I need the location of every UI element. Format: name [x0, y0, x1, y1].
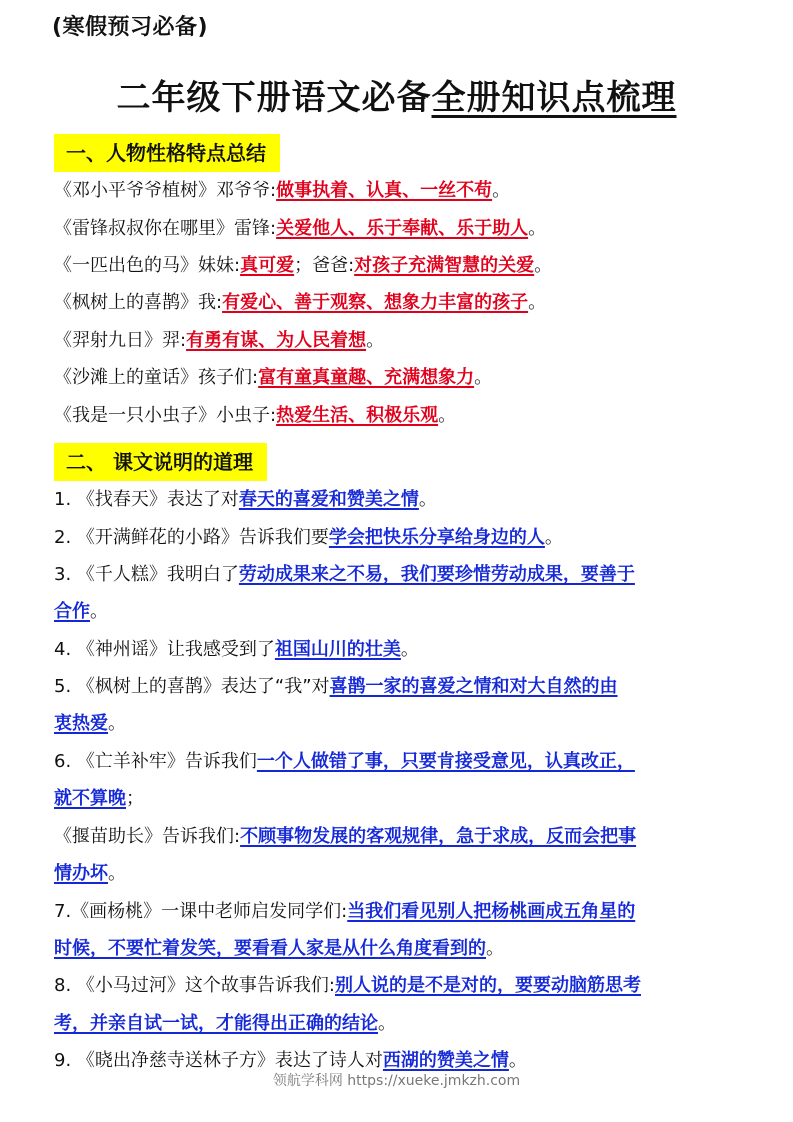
- trait-prefix: 《羿射九日》羿:: [54, 330, 187, 351]
- trait-item: [54, 218, 743, 240]
- page-title: [0, 70, 793, 119]
- lesson-item: [54, 489, 743, 511]
- trait-item: [54, 180, 743, 202]
- preview-tag: (寒假预习必备): [52, 15, 209, 40]
- lesson-item-continuation: [54, 788, 743, 810]
- section-heading-character-traits: 一、人物性格特点总结: [54, 134, 280, 172]
- lesson-answer: 劳动成果来之不易，我们要珍惜劳动成果，要善于: [238, 564, 635, 585]
- trait-answer: 关爱他人、乐于奉献、乐于助人: [276, 218, 529, 239]
- lesson-item: [54, 975, 743, 997]
- trait-prefix: 《一匹出色的马》妹妹:: [54, 255, 241, 276]
- lesson-suffix: 。: [378, 1013, 396, 1034]
- lesson-item-continuation: [54, 938, 743, 960]
- trait-answer: 有勇有谋、为人民着想: [186, 330, 367, 351]
- lesson-suffix: 。: [486, 938, 504, 959]
- lesson-item-continuation: [54, 601, 743, 623]
- trait-answer-second: 对孩子充满智慧的关爱: [354, 255, 535, 276]
- trait-item: [54, 255, 743, 277]
- lesson-answer-cont: 衷热爱: [54, 713, 108, 734]
- lesson-answer-cont: 就不算晚: [54, 788, 126, 809]
- trait-answer: 真可爱: [240, 255, 295, 276]
- lesson-answer: 春天的喜爱和赞美之情: [238, 489, 419, 510]
- lesson-answer: 别人说的是不是对的，要要动脑筋思考: [334, 975, 641, 996]
- lesson-suffix: 。: [400, 639, 419, 660]
- trait-item: [54, 405, 743, 427]
- trait-suffix: 。: [528, 292, 547, 313]
- lesson-suffix: 。: [90, 601, 108, 622]
- lesson-answer-cont: 时候，不要忙着发笑，要看看人家是从什么角度看到的: [54, 938, 486, 959]
- lesson-item: [54, 751, 743, 773]
- trait-item: [54, 330, 743, 352]
- trait-answer: 富有童真童趣、充满想象力: [258, 367, 475, 388]
- lesson-suffix: 。: [108, 863, 126, 884]
- trait-suffix: 。: [528, 218, 547, 239]
- trait-prefix: 《我是一只小虫子》小虫子:: [54, 405, 277, 426]
- trait-item: [54, 367, 743, 389]
- trait-answer: 热爱生活、积极乐观: [276, 405, 439, 426]
- lesson-item: [54, 826, 743, 848]
- lesson-answer: 喜鹊一家的喜爱之情和对大自然的由: [329, 676, 618, 697]
- lesson-item: [54, 676, 743, 698]
- lesson-answer: 西湖的赞美之情: [382, 1050, 509, 1071]
- lesson-answer: 一个人做错了事，只要肯接受意见，认真改正，: [256, 751, 635, 772]
- lesson-item: [54, 564, 743, 586]
- lesson-prefix: 6. 《亡羊补牢》告诉我们: [54, 751, 257, 772]
- lesson-prefix: 3. 《千人糕》我明白了: [54, 564, 239, 585]
- watermark-footer: 领航学科网 https://xueke.jmkzh.com: [272, 1073, 521, 1089]
- lesson-answer: 当我们看见别人把杨桃画成五角星的: [347, 901, 636, 922]
- lesson-answer: 学会把快乐分享给身边的人: [328, 527, 545, 548]
- trait-suffix: 。: [534, 255, 553, 276]
- lesson-prefix: 《揠苗助长》告诉我们:: [54, 826, 241, 847]
- lesson-suffix: 。: [418, 489, 437, 510]
- lesson-prefix: 5. 《枫树上的喜鹊》表达了“我”对: [54, 676, 330, 697]
- trait-suffix: 。: [366, 330, 385, 351]
- lesson-prefix: 2. 《开满鲜花的小路》告诉我们要: [54, 527, 329, 548]
- trait-mid: ；爸爸:: [294, 255, 355, 276]
- lesson-prefix: 8. 《小马过河》这个故事告诉我们:: [54, 975, 335, 996]
- section-heading-lessons: 二、 课文说明的道理: [54, 443, 267, 481]
- lesson-item: [54, 1050, 743, 1072]
- trait-suffix: 。: [474, 367, 493, 388]
- trait-prefix: 《枫树上的喜鹊》我:: [54, 292, 223, 313]
- lesson-suffix: 。: [544, 527, 563, 548]
- lesson-item: [54, 527, 743, 549]
- lesson-item-continuation: [54, 863, 743, 885]
- lesson-item: [54, 639, 743, 661]
- lesson-suffix: 。: [508, 1050, 527, 1071]
- title-plain: 二年级下册语文必备: [116, 78, 432, 118]
- lesson-suffix: ；: [126, 788, 144, 809]
- lesson-prefix: 4. 《神州谣》让我感受到了: [54, 639, 275, 660]
- lesson-prefix: 1. 《找春天》表达了对: [54, 489, 239, 510]
- trait-item: [54, 292, 743, 314]
- lesson-suffix: 。: [108, 713, 126, 734]
- lesson-answer-cont: 情办坏: [54, 863, 108, 884]
- trait-suffix: 。: [492, 180, 511, 201]
- lesson-answer-cont: 合作: [54, 601, 90, 622]
- lesson-answer-cont: 考，并亲自试一试，才能得出正确的结论: [54, 1013, 378, 1034]
- title-underlined: 全册知识点梳理: [431, 78, 677, 118]
- lesson-answer: 祖国山川的壮美: [274, 639, 401, 660]
- lesson-prefix: 9. 《晓出净慈寺送林子方》表达了诗人对: [54, 1050, 383, 1071]
- trait-prefix: 《邓小平爷爷植树》邓爷爷:: [54, 180, 277, 201]
- lesson-item: [54, 901, 743, 923]
- lesson-answer: 不顾事物发展的客观规律，急于求成，反而会把事: [240, 826, 637, 847]
- lesson-item-continuation: [54, 1013, 743, 1035]
- trait-prefix: 《雷锋叔叔你在哪里》雷锋:: [54, 218, 277, 239]
- lesson-item-continuation: [54, 713, 743, 735]
- trait-answer: 做事执着、认真、一丝不苟: [276, 180, 493, 201]
- trait-answer: 有爱心、善于观察、想象力丰富的孩子: [222, 292, 529, 313]
- trait-suffix: 。: [438, 405, 457, 426]
- trait-prefix: 《沙滩上的童话》孩子们:: [54, 367, 259, 388]
- lesson-prefix: 7.《画杨桃》一课中老师启发同学们:: [54, 901, 348, 922]
